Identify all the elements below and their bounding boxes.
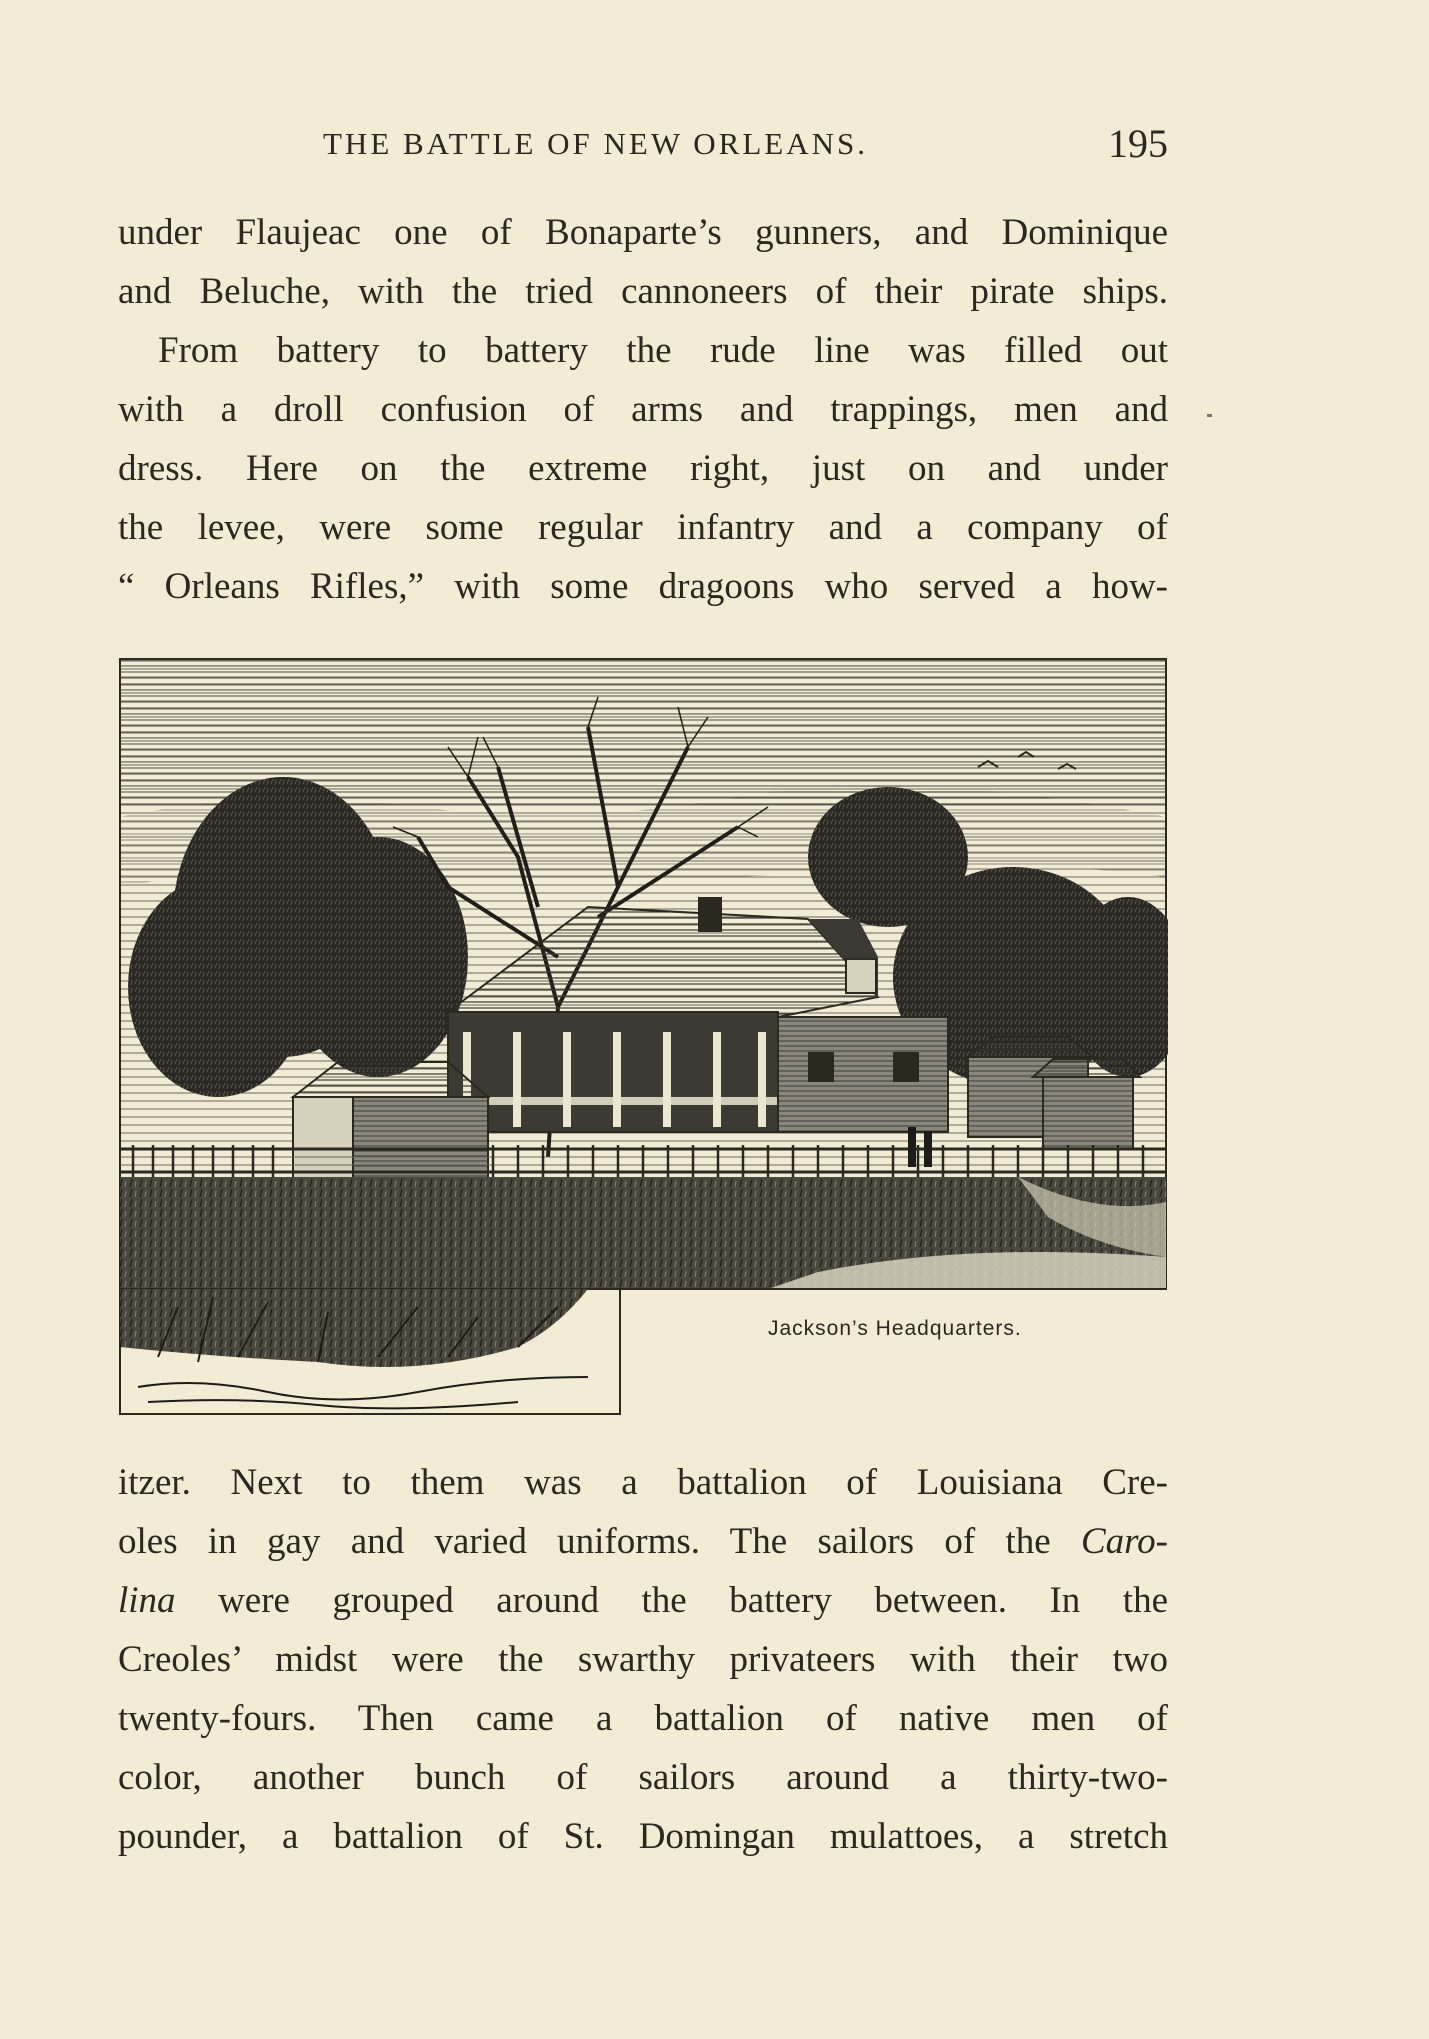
paragraph-top	[118, 203, 1168, 616]
paragraph-bottom	[118, 1453, 1168, 1866]
text-line	[118, 1512, 1168, 1571]
text-line: Creoles’ midst were the swarthy privateers with their two	[118, 1639, 1168, 1680]
running-head	[118, 121, 1168, 176]
text-line: and Beluche, with the tried cannoneers of their pirate ships.	[118, 271, 1168, 312]
running-title: THE BATTLE OF NEW ORLEANS.	[323, 126, 868, 161]
text-line: “ Orleans Rifles,” with some dragoons who served a how-	[118, 566, 1168, 607]
text-line: the levee, were some regular infantry and a company of	[118, 507, 1168, 548]
text-line: twenty-fours. Then came a battalion of native men of	[118, 1698, 1168, 1739]
italic-ship-name: lina	[118, 1580, 176, 1621]
text-line: dress. Here on the extreme right, just on and under	[118, 448, 1168, 489]
text-span: were grouped around the battery between. In the	[175, 1580, 1168, 1621]
margin-mark	[1207, 414, 1212, 417]
page-number: 195	[1108, 121, 1168, 166]
text-line	[118, 1571, 1168, 1630]
figure-caption: Jackson’s Headquarters.	[768, 1317, 1022, 1340]
text-line: with a droll confusion of arms and trappings, men and	[118, 389, 1168, 430]
text-line: itzer. Next to them was a battalion of Louisiana Cre-	[118, 1462, 1168, 1503]
text-span: oles in gay and varied uniforms. The sailors of the	[118, 1521, 1081, 1562]
engraving-figure	[118, 657, 1168, 1417]
text-line: under Flaujeac one of Bonaparte’s gunners, and Dominique	[118, 212, 1168, 253]
text-line: color, another bunch of sailors around a thirty-two-	[118, 1757, 1168, 1798]
engraving-illustration	[118, 657, 1168, 1417]
text-line: From battery to battery the rude line was filled out	[158, 330, 1168, 371]
italic-ship-name: Caro-	[1080, 1521, 1168, 1562]
text-line: pounder, a battalion of St. Domingan mulattoes, a stretch	[118, 1816, 1168, 1857]
